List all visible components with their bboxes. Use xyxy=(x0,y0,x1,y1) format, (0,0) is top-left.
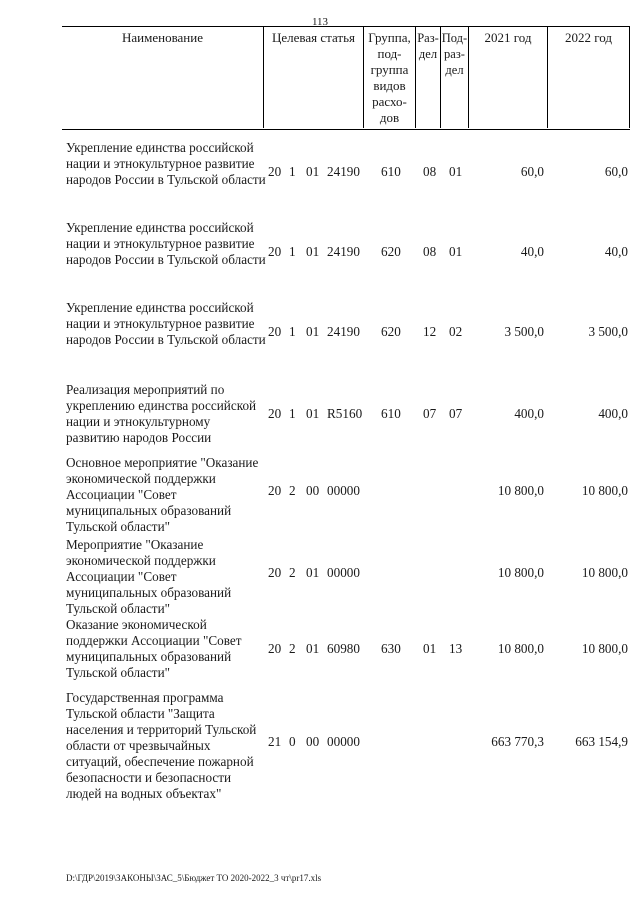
target-code-program: 20 xyxy=(268,324,282,339)
amount-2021: 10 800,0 xyxy=(497,641,544,656)
subsection-code: 01 xyxy=(449,244,463,259)
row-name: Государственная программа Тульской области "Защита населения и территорий Тульской области от чрезвычайных ситуаций, обеспечение пожарной безопасности и безопасности людей на водных объектах" xyxy=(66,690,257,801)
target-code-subprogram: 2 xyxy=(289,641,296,656)
amount-2022: 10 800,0 xyxy=(581,565,628,580)
row-name: Укрепление единства российской нации и этнокультурное развитие народов России в Тульской области xyxy=(66,220,266,267)
subsection-code: 07 xyxy=(449,406,463,421)
target-code-program: 21 xyxy=(268,734,282,749)
subsection-code: 01 xyxy=(449,164,463,179)
amount-2022: 40,0 xyxy=(604,244,628,259)
target-code-event: 01 xyxy=(306,324,320,339)
target-code-subprogram: 1 xyxy=(289,164,296,179)
file-path: D:\ГДР\2019\ЗАКОНЫ\ЗАС_5\Бюджет ТО 2020-2022_3 чт\pr17.xls xyxy=(66,873,322,883)
target-code-direction: 24190 xyxy=(327,164,360,179)
amount-2022: 400,0 xyxy=(598,406,628,421)
target-code-program: 20 xyxy=(268,244,282,259)
target-code-program: 20 xyxy=(268,565,282,580)
section-code: 08 xyxy=(423,164,437,179)
target-code-event: 01 xyxy=(306,164,320,179)
page-number: 113 xyxy=(311,16,329,28)
amount-2021: 400,0 xyxy=(514,406,544,421)
row-name: Основное мероприятие "Оказание экономической поддержки Ассоциации "Совет муниципальных образований Тульской области" xyxy=(66,455,259,534)
amount-2022: 60,0 xyxy=(604,164,628,179)
amount-2021: 3 500,0 xyxy=(504,324,544,339)
target-code-program: 20 xyxy=(268,164,282,179)
target-code-subprogram: 2 xyxy=(289,483,296,498)
row-name: Оказание экономической поддержки Ассоциации "Совет муниципальных образований Тульской области" xyxy=(66,617,242,680)
amount-2021: 663 770,3 xyxy=(491,734,544,749)
section-code: 12 xyxy=(423,324,437,339)
target-code-subprogram: 1 xyxy=(289,324,296,339)
header-target: Целевая статья xyxy=(264,26,364,128)
target-code-subprogram: 2 xyxy=(289,565,296,580)
header-2022: 2022 год xyxy=(548,26,630,128)
target-code-subprogram: 1 xyxy=(289,244,296,259)
amount-2022: 10 800,0 xyxy=(581,641,628,656)
amount-2021: 60,0 xyxy=(520,164,544,179)
subsection-code: 02 xyxy=(449,324,463,339)
amount-2021: 10 800,0 xyxy=(497,483,544,498)
group-code: 620 xyxy=(381,244,401,259)
target-code-event: 00 xyxy=(306,734,320,749)
target-code-event: 01 xyxy=(306,565,320,580)
amount-2022: 663 154,9 xyxy=(575,734,628,749)
target-code-direction: 00000 xyxy=(327,565,360,580)
header-name: Наименование xyxy=(62,26,264,128)
target-code-direction: 24190 xyxy=(327,244,360,259)
header-2021: 2021 год xyxy=(469,26,548,128)
row-name: Укрепление единства российской нации и этнокультурное развитие народов России в Тульской области xyxy=(66,300,266,347)
target-code-direction: R5160 xyxy=(327,406,363,421)
row-name: Реализация мероприятий по укреплению единства российской нации и этнокультурному развитию народов России xyxy=(66,382,257,445)
target-code-direction: 00000 xyxy=(327,483,360,498)
group-code: 620 xyxy=(381,324,401,339)
target-code-subprogram: 0 xyxy=(289,734,296,749)
subsection-code: 13 xyxy=(449,641,463,656)
section-code: 08 xyxy=(423,244,437,259)
row-name: Мероприятие "Оказание экономической поддержки Ассоциации "Совет муниципальных образований Тульской области" xyxy=(66,537,232,616)
target-code-program: 20 xyxy=(268,641,282,656)
group-code: 630 xyxy=(381,641,401,656)
target-code-program: 20 xyxy=(268,406,282,421)
amount-2021: 40,0 xyxy=(520,244,544,259)
amount-2021: 10 800,0 xyxy=(497,565,544,580)
target-code-direction: 60980 xyxy=(327,641,360,656)
row-name: Укрепление единства российской нации и этнокультурное развитие народов России в Тульской области xyxy=(66,140,266,187)
header-subsection: Под- раз- дел xyxy=(441,26,469,128)
section-code: 07 xyxy=(423,406,437,421)
target-code-subprogram: 1 xyxy=(289,406,296,421)
target-code-event: 01 xyxy=(306,641,320,656)
section-code: 01 xyxy=(423,641,437,656)
group-code: 610 xyxy=(381,164,401,179)
header-section: Раз- дел xyxy=(416,26,441,128)
header-group: Группа, под- группа видов расхо- дов xyxy=(364,26,416,128)
target-code-event: 01 xyxy=(306,244,320,259)
amount-2022: 10 800,0 xyxy=(581,483,628,498)
target-code-direction: 00000 xyxy=(327,734,360,749)
amount-2022: 3 500,0 xyxy=(588,324,628,339)
target-code-event: 00 xyxy=(306,483,320,498)
target-code-direction: 24190 xyxy=(327,324,360,339)
group-code: 610 xyxy=(381,406,401,421)
target-code-program: 20 xyxy=(268,483,282,498)
target-code-event: 01 xyxy=(306,406,320,421)
